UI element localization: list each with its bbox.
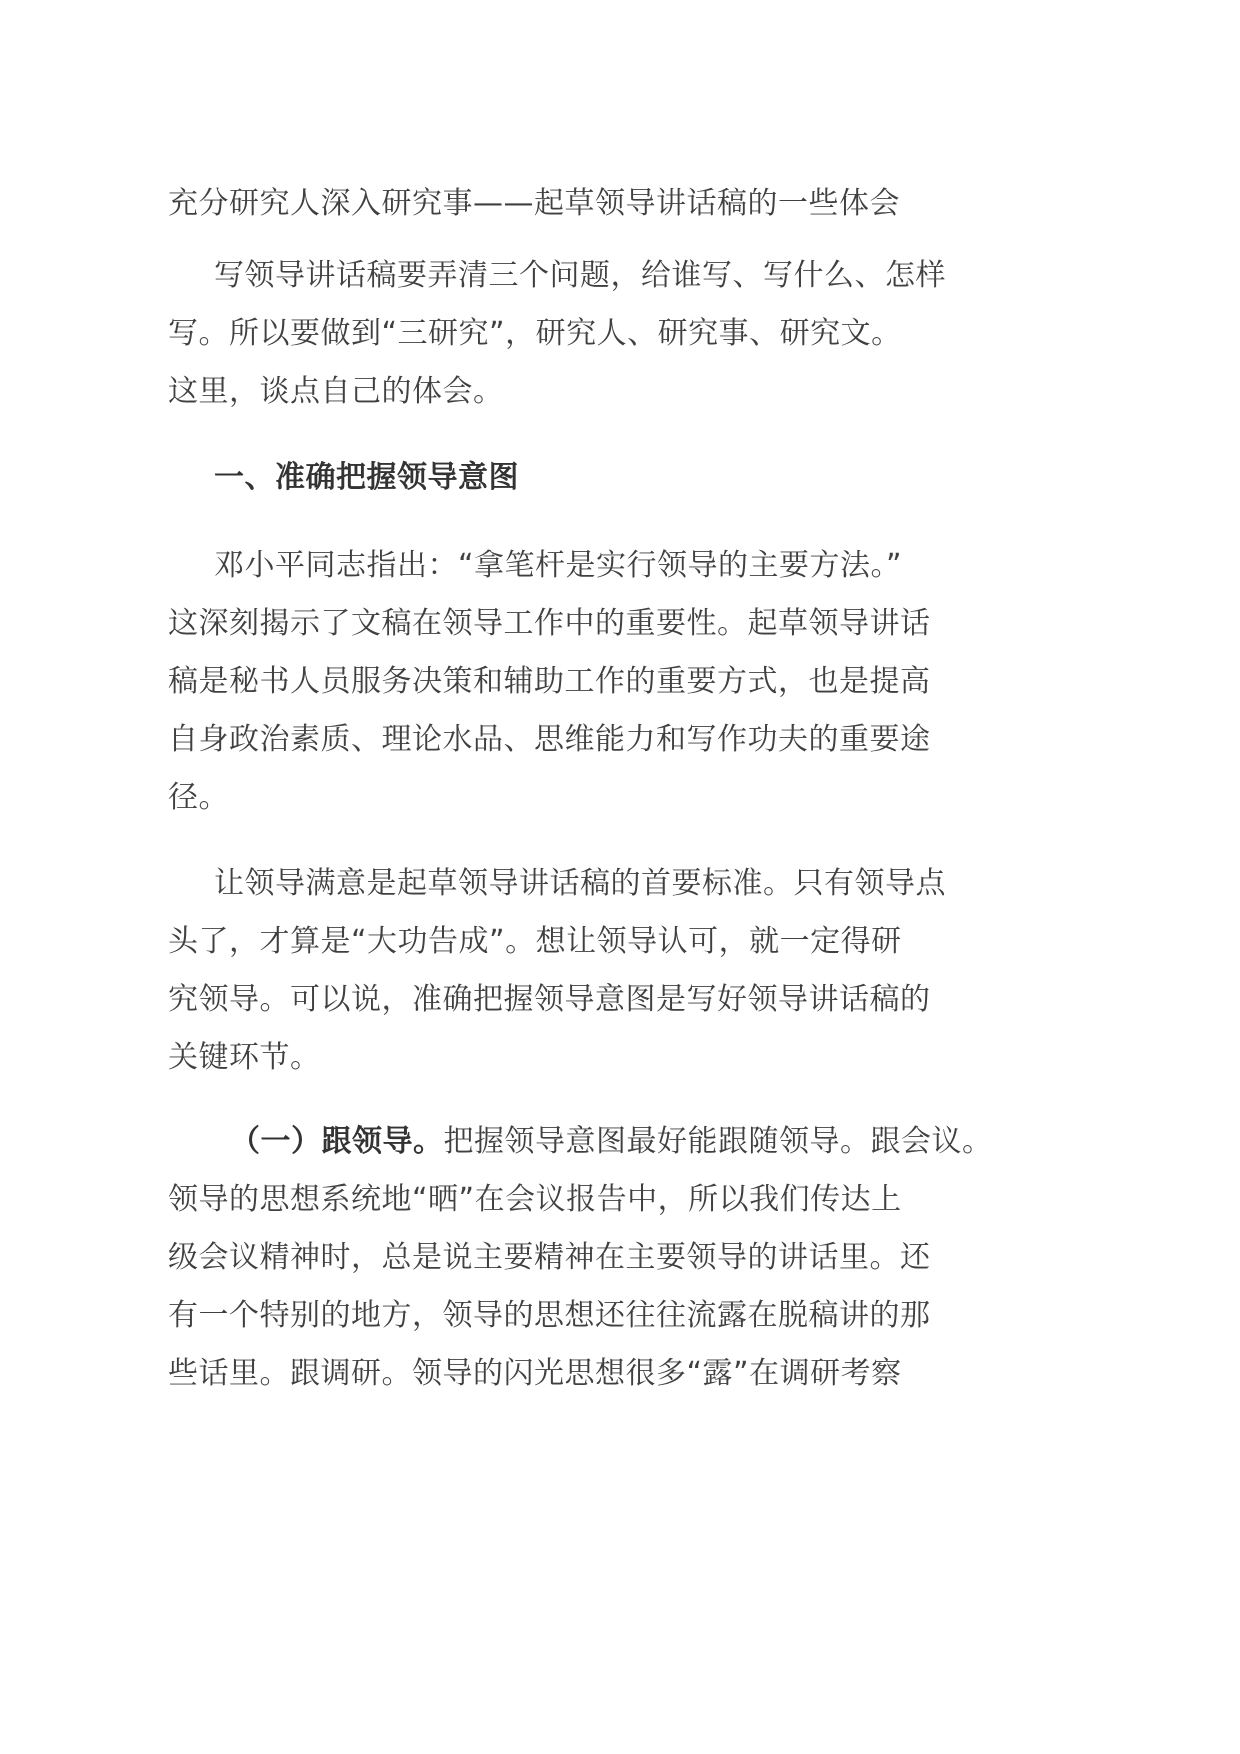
paragraph-line: 径。 [168, 780, 229, 815]
paragraph-line: 关键环节。 [168, 1040, 321, 1075]
intro-line: 写。所以要做到“三研究”，研究人、研究事、研究文。 [168, 316, 902, 351]
paragraph-line: 些话里。跟调研。领导的闪光思想很多“露”在调研考察 [168, 1356, 902, 1391]
paragraph-line: 究领导。可以说，准确把握领导意图是写好领导讲话稿的 [168, 982, 931, 1017]
paragraph-line: 有一个特别的地方，领导的思想还往往流露在脱稿讲的那 [168, 1298, 931, 1333]
paragraph-line: 稿是秘书人员服务决策和辅助工作的重要方式，也是提高 [168, 664, 931, 699]
intro-line: 这里，谈点自己的体会。 [168, 374, 504, 409]
subsection-line [168, 1122, 993, 1162]
paragraph-line: 让领导满意是起草领导讲话稿的首要标准。只有领导点 [214, 866, 946, 901]
intro-line: 写领导讲话稿要弄清三个问题，给谁写、写什么、怎样 [214, 258, 946, 293]
subsection-label: （一）跟领导。 [230, 1124, 444, 1159]
paragraph-line: 这深刻揭示了文稿在领导工作中的重要性。起草领导讲话 [168, 606, 931, 641]
paragraph-line: 邓小平同志指出：“拿笔杆是实行领导的主要方法。” [214, 548, 903, 583]
section-heading: 一、准确把握领导意图 [214, 460, 519, 495]
paragraph-line: 领导的思想系统地“晒”在会议报告中，所以我们传达上 [168, 1182, 902, 1217]
paragraph-line: 头了，才算是“大功告成”。想让领导认可，就一定得研 [168, 924, 902, 959]
paragraph-line: 级会议精神时，总是说主要精神在主要领导的讲话里。还 [168, 1240, 931, 1275]
document-title: 充分研究人深入研究事——起草领导讲话稿的一些体会 [168, 186, 900, 221]
paragraph-line: 自身政治素质、理论水品、思维能力和写作功夫的重要途 [168, 722, 931, 757]
subsection-text: 把握领导意图最好能跟随领导。跟会议。 [443, 1124, 993, 1159]
